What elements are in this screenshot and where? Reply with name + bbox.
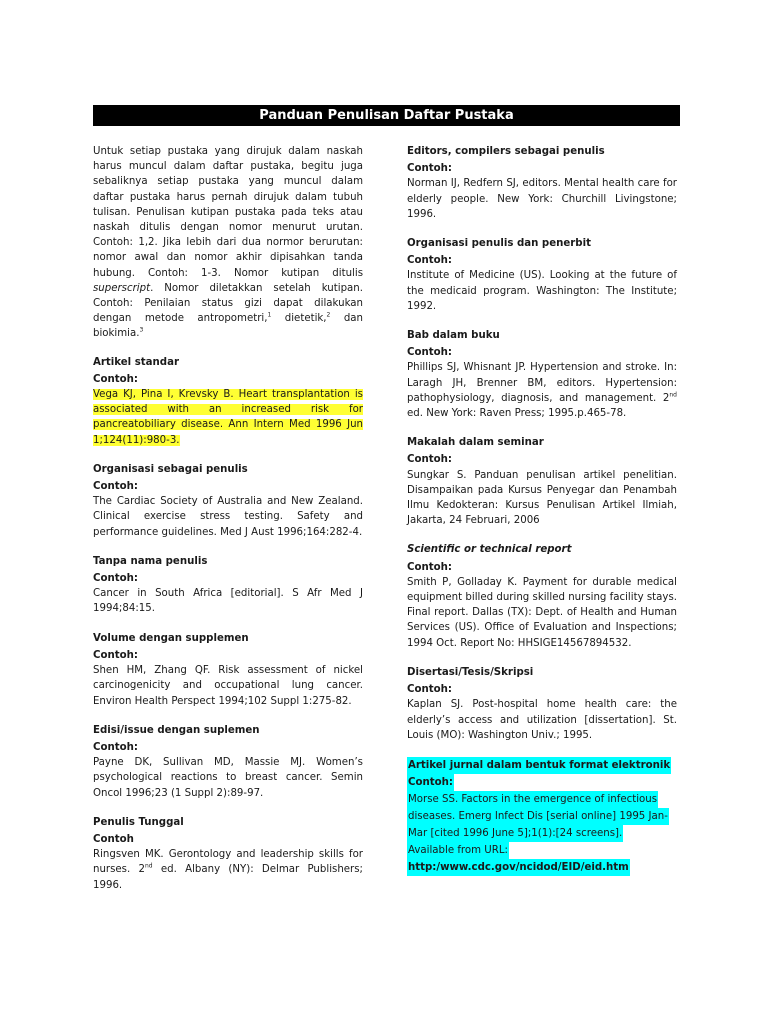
contoh-label: Contoh: [93, 573, 138, 585]
intro-paragraph: Untuk setiap pustaka yang dirujuk dalam naskah harus muncul dalam daftar pustaka, begitu juga sebaliknya setiap pustaka yang muncul dalam daftar pustaka harus pernah dirujuk dalam tubuh tulisan. Penulisan kutipan pustaka pada teks atau naskah ditulis dengan nomor menurut urutan. Contoh: 1,2. Jika lebih dari dua normor berurutan: nomor awal dan nomor akhir dipisahkan tanda hubung. Contoh: 1-3. Nomor kutipan ditulis superscript. Nomor diletakkan setelah kutipan. Contoh: Penilaian status gizi dapat dilakukan dengan metode antropometri,$^1$ dietetik,$^2$ dan biokimia.$^3$ [93, 146, 363, 340]
section-edisi [93, 723, 363, 801]
contoh-label: Contoh: [93, 741, 138, 753]
section-heading: Edisi/issue dengan suplemen [93, 724, 260, 736]
section-heading: Disertasi/Tesis/Skripsi [407, 666, 534, 678]
reference-text: Cancer in South Africa [editorial]. S Afr Med J 1994;84:15. [93, 588, 363, 615]
reference-line: Morse SS. Factors in the emergence of infectious [407, 791, 677, 808]
section-artikel-standar [93, 355, 363, 448]
right-column [407, 144, 677, 890]
reference-url: http:/www.cdc.gov/ncidod/EID/eid.htm [407, 859, 677, 876]
reference-text: Smith P, Golladay K. Payment for durable medical equipment billed during skilled nursing facility stays. Final report. Dallas (TX): Dept. of Health and Human Services (US). Office of Evaluation and Inspections; 1994 Oct. Report No: HHSIGE14567894532. [407, 576, 677, 649]
contoh-label: Contoh: [93, 649, 138, 661]
reference-text: Kaplan SJ. Post-hospital home health care: the elderly’s access and utilization [dissertation]. St. Louis (MO): Washington Univ.; 1995. [407, 699, 677, 741]
reference-text: Vega KJ, Pina I, Krevsky B. Heart transplantation is associated with an increased risk for pancreatobiliary disease. Ann Intern Med 1996 Jun 1;124(11):980-3. [93, 389, 363, 446]
section-bab [407, 328, 677, 421]
section-organisasi-penerbit [407, 236, 677, 314]
page-title: Panduan Penulisan Daftar Pustaka [93, 105, 680, 126]
reference-text: Payne DK, Sullivan MD, Massie MJ. Women’s psychological reactions to breast cancer. Semin Oncol 1996;23 (1 Suppl 2):89-97. [93, 757, 363, 799]
section-heading: Bab dalam buku [407, 330, 500, 342]
section-editors [407, 144, 677, 222]
contoh-label: Contoh: [407, 561, 452, 573]
section-heading: Tanpa nama penulis [93, 555, 208, 567]
reference-line: Mar [cited 1996 June 5];1(1):[24 screens]. [407, 825, 677, 842]
section-tanpa-nama [93, 554, 363, 617]
reference-text: Ringsven MK. Gerontology and leadership skills for nurses. 2nd ed. Albany (NY): Delmar Publishers; 1996. [93, 849, 363, 891]
reference-text: Institute of Medicine (US). Looking at the future of the medicaid program. Washington: The Institute; 1992. [407, 270, 677, 312]
reference-line: diseases. Emerg Infect Dis [serial online] 1995 Jan- [407, 808, 677, 825]
contoh-label: Contoh: [407, 347, 452, 359]
reference-text: Shen HM, Zhang QF. Risk assessment of nickel carcinogenicity and occupational lung cancer. Environ Health Perspect 1994;102 Suppl 1:275-82. [93, 665, 363, 707]
section-makalah [407, 435, 677, 528]
section-heading: Makalah dalam seminar [407, 437, 544, 449]
section-heading: Editors, compilers sebagai penulis [407, 146, 605, 157]
reference-text: Norman IJ, Redfern SJ, editors. Mental health care for elderly people. New York: Churchill Livingstone; 1996. [407, 178, 677, 220]
section-heading: Scientific or technical report [407, 544, 572, 556]
section-heading: Artikel jurnal dalam bentuk format elektronik [407, 757, 677, 774]
section-heading: Organisasi sebagai penulis [93, 463, 248, 475]
contoh-label: Contoh: [407, 163, 452, 175]
contoh-label: Contoh: [93, 373, 138, 385]
section-heading: Volume dengan supplemen [93, 632, 249, 644]
contoh-label: Contoh: [407, 684, 452, 696]
left-column [93, 144, 363, 907]
section-heading: Penulis Tunggal [93, 816, 184, 828]
section-heading: Artikel standar [93, 356, 179, 368]
contoh-label: Contoh [93, 833, 134, 845]
reference-text: Phillips SJ, Whisnant JP. Hypertension and stroke. In: Laragh JH, Brenner BM, editors. Hypertension: pathophysiology, diagnosis, and management. 2nd ed. New York: Raven Press; 1995.p.465-78. [407, 362, 677, 420]
section-scientific [407, 542, 677, 650]
reference-text: Sungkar S. Panduan penulisan artikel penelitian. Disampaikan pada Kursus Penyegar dan Penambah Ilmu Kedokteran: Kursus Penulisan Artikel Ilmiah, Jakarta, 24 Februari, 2006 [407, 469, 677, 527]
section-elektronik [407, 757, 677, 876]
section-volume [93, 631, 363, 709]
contoh-label: Contoh: [407, 454, 452, 466]
reference-text: The Cardiac Society of Australia and New Zealand. Clinical exercise stress testing. Safety and performance guidelines. Med J Aust 1996;164:282-4. [93, 496, 363, 538]
section-penulis-tunggal [93, 815, 363, 893]
contoh-label: Contoh: [407, 255, 452, 267]
reference-line: Available from URL: [407, 842, 677, 859]
section-heading: Organisasi penulis dan penerbit [407, 238, 591, 250]
section-disertasi [407, 665, 677, 743]
section-organisasi [93, 462, 363, 540]
contoh-label: Contoh: [93, 481, 138, 493]
contoh-label: Contoh: [407, 774, 677, 791]
